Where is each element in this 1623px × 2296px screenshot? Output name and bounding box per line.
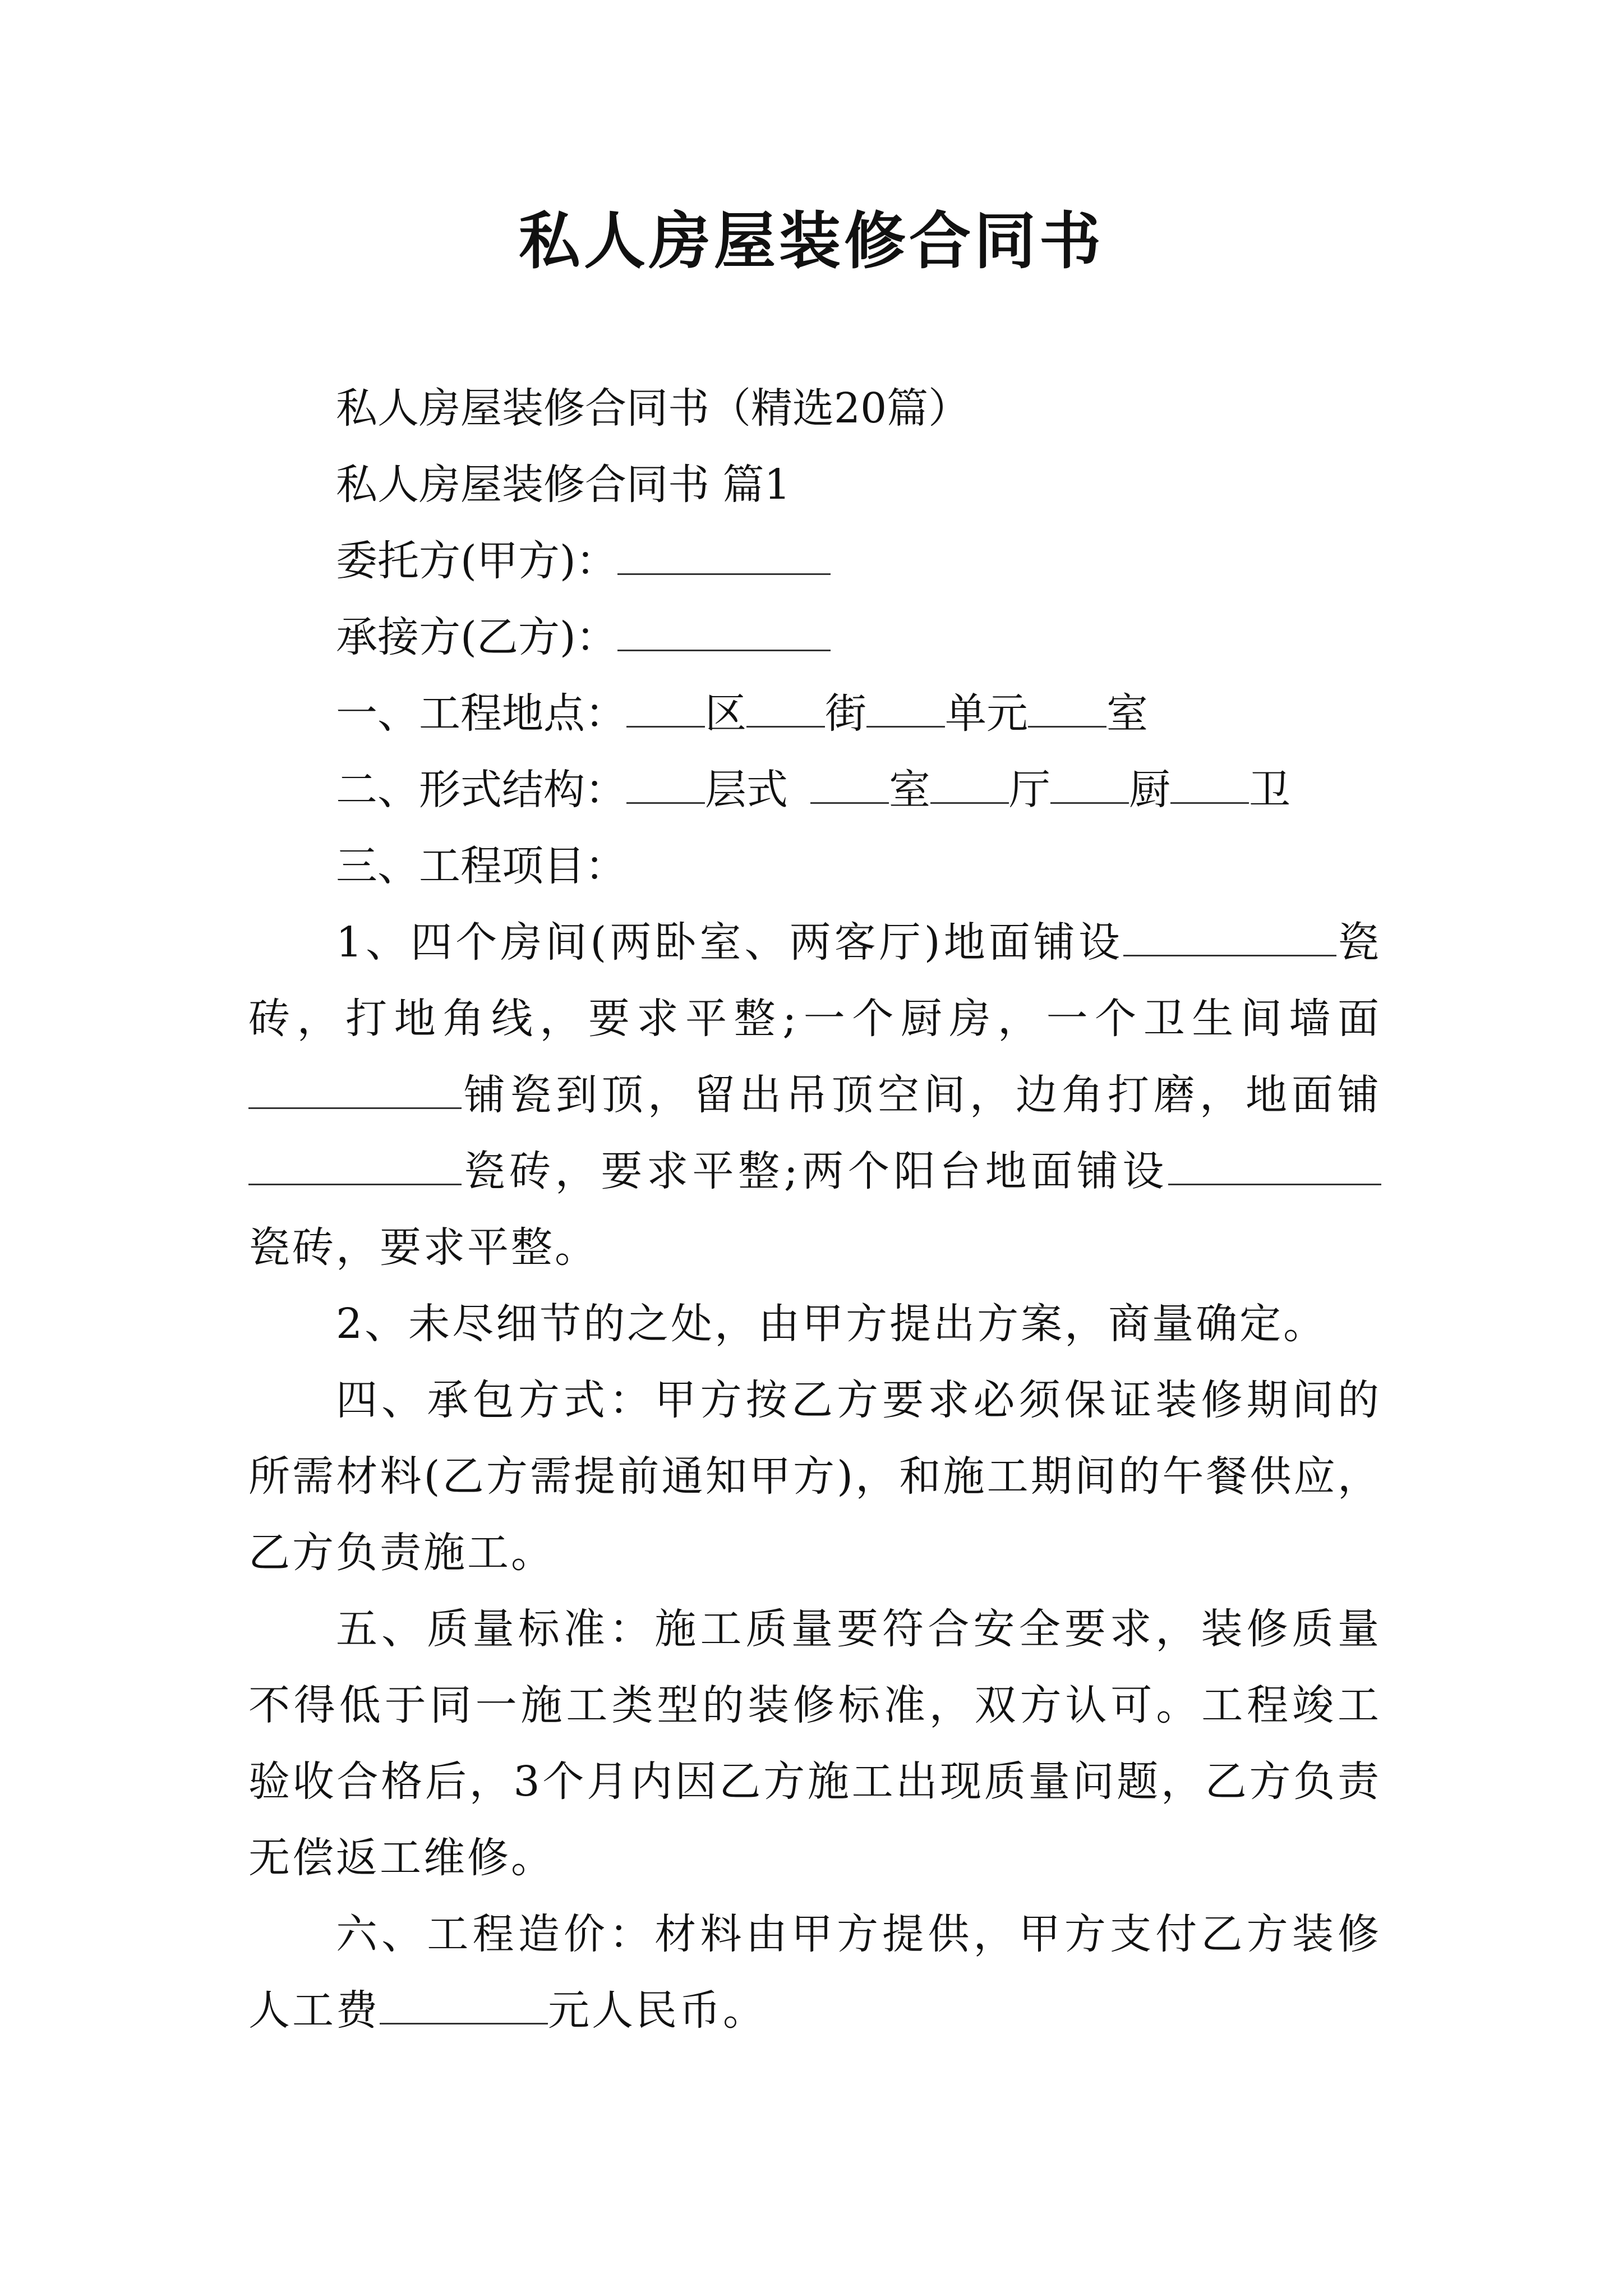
item-1-text: 瓷砖，要求平整。 [248, 1223, 598, 1272]
item-1-blank [248, 1142, 462, 1185]
location-blank [626, 684, 705, 728]
party-b-line [248, 599, 1381, 675]
party-b-blank [617, 608, 831, 651]
item-1-text: 瓷砖，要求平整;两个阳台地面铺设 [462, 1147, 1168, 1195]
cost-blank [380, 1981, 548, 2024]
quality-paragraph: 五、质量标准：施工质量要符合安全要求，装修质量不得低于同一施工类型的装修标准，双方认可。工程竣工验收合格后，3个月内因乙方施工出现质量问题，乙方负责无偿返工维修。 [248, 1605, 1381, 1882]
document-title: 私人房屋装修合同书 [519, 205, 1104, 277]
structure-blank [626, 761, 705, 804]
structure-unit: 厅 [1009, 766, 1050, 814]
structure-unit: 室 [889, 766, 930, 814]
cost-text: 元人民币。 [548, 1986, 767, 2035]
item-1-paragraph [248, 904, 1381, 1286]
structure-blank [810, 761, 889, 804]
document-subtitle: 私人房屋装修合同书（精选20篇） [336, 384, 970, 432]
item-1-text: 铺瓷到顶，留出吊顶空间，边角打磨，地面铺 [462, 1071, 1381, 1119]
location-label: 一、工程地点： [336, 689, 626, 738]
item-2-paragraph: 2、未尽细节的之处，由甲方提出方案，商量确定。 [336, 1300, 1327, 1348]
structure-blank [1050, 761, 1129, 804]
location-blank [866, 684, 945, 728]
location-line [248, 675, 1381, 752]
location-blank [1028, 684, 1106, 728]
structure-unit: 卫 [1249, 766, 1290, 814]
structure-unit: 厨 [1129, 766, 1170, 814]
item-1-blank [1168, 1142, 1381, 1185]
structure-line [248, 752, 1381, 828]
location-unit: 室 [1106, 689, 1148, 738]
cost-text: 六、工程造价：材料由甲方提供，甲方支付乙方装修人工费 [248, 1910, 1381, 2035]
location-unit: 单元 [945, 689, 1028, 738]
item-1-blank [1123, 913, 1336, 956]
contract-mode-paragraph: 四、承包方式：甲方按乙方要求必须保证装修期间的所需材料(乙方需提前通知甲方)，和施工期间的午餐供应，乙方负责施工。 [248, 1376, 1381, 1577]
structure-blank [1170, 761, 1249, 804]
item-1-text: 1、四个房间(两卧室、两客厅)地面铺设 [336, 918, 1123, 967]
party-a-blank [617, 532, 831, 575]
structure-blank [930, 761, 1009, 804]
party-a-line [248, 523, 1381, 599]
party-b-label: 承接方(乙方)： [336, 613, 617, 661]
party-a-label: 委托方(甲方)： [336, 537, 617, 585]
items-label: 三、工程项目： [336, 842, 626, 890]
item-1-blank [248, 1066, 462, 1109]
item-1-text: 瓷砖，打地角线，要求平整;一个厨房，一个卫生间墙面 [248, 918, 1381, 1043]
section-heading: 私人房屋装修合同书 篇1 [336, 461, 791, 509]
structure-label: 二、形式结构： [336, 766, 626, 814]
location-unit: 区 [705, 689, 746, 738]
document-body [248, 370, 1381, 2049]
location-unit: 街 [825, 689, 866, 738]
location-blank [746, 684, 825, 728]
cost-paragraph [248, 1896, 1381, 2049]
structure-unit: 层式 [705, 766, 788, 814]
